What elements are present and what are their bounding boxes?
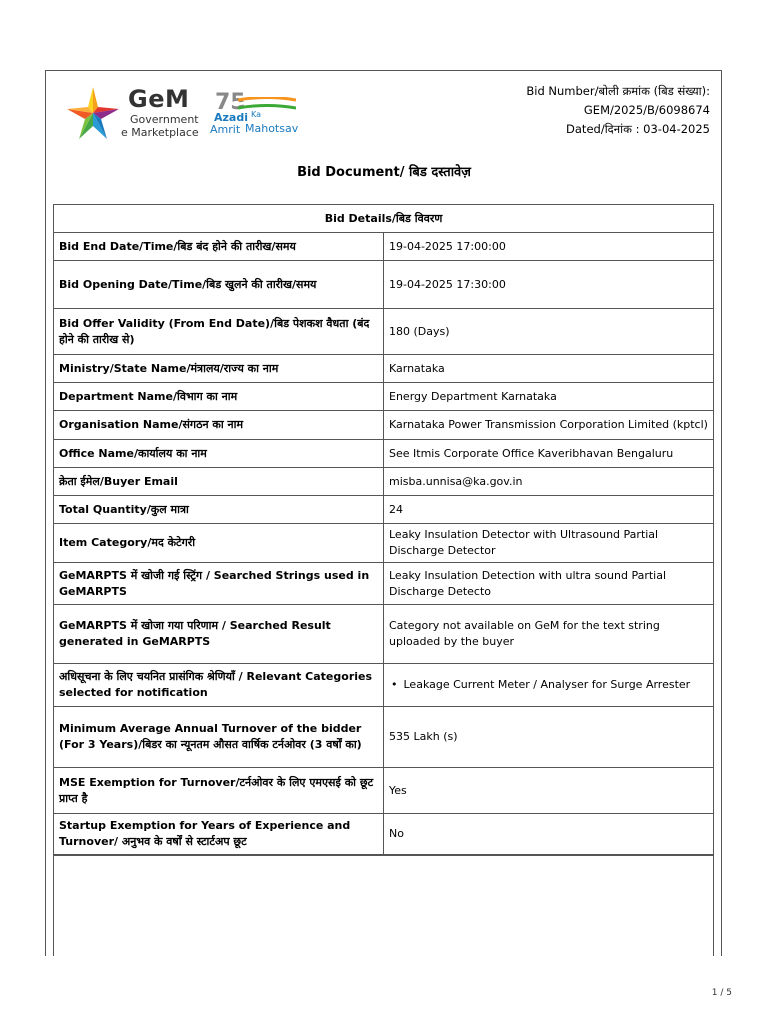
row-value: Yes — [384, 768, 714, 814]
page-number: 1 / 5 — [711, 988, 732, 998]
azadi-number: 75 — [215, 90, 246, 115]
table-row — [54, 468, 714, 496]
document-title: Bid Document/ बिड दस्तावेज़ — [297, 165, 471, 180]
row-value: 24 — [384, 496, 714, 524]
table-row — [54, 233, 714, 261]
table-row — [54, 768, 714, 814]
row-label: क्रेता ईमेल/Buyer Email — [54, 468, 384, 496]
row-label: Office Name/कार्यालय का नाम — [54, 440, 384, 468]
table-row — [54, 524, 714, 563]
bid-number-label: Bid Number/बोली क्रमांक (बिड संख्या): — [526, 84, 710, 98]
row-label: Total Quantity/कुल मात्रा — [54, 496, 384, 524]
row-value: See Itmis Corporate Office Kaveribhavan Bengaluru — [384, 440, 714, 468]
table-row — [54, 383, 714, 411]
azadi-ka-amrit-mahotsav-logo — [210, 90, 300, 140]
bid-info — [526, 82, 710, 139]
row-label: Item Category/मद केटेगरी — [54, 524, 384, 563]
table-heading: Bid Details/बिड विवरण — [54, 205, 714, 233]
table-row — [54, 496, 714, 524]
row-value: Leaky Insulation Detector with Ultrasound Partial Discharge Detector — [384, 524, 714, 563]
table-row — [54, 707, 714, 768]
next-section-frame — [53, 855, 714, 956]
table-heading-row — [54, 205, 714, 233]
table-row — [54, 563, 714, 605]
row-label: Startup Exemption for Years of Experience and Turnover/ अनुभव के वर्षों से स्टार्टअप छूट — [54, 814, 384, 855]
row-label: Department Name/विभाग का नाम — [54, 383, 384, 411]
table-row — [54, 440, 714, 468]
tricolor-flag-icon — [238, 97, 296, 111]
row-value: 19-04-2025 17:30:00 — [384, 261, 714, 309]
row-label: Ministry/State Name/मंत्रालय/राज्य का नाम — [54, 355, 384, 383]
bid-number: GEM/2025/B/6098674 — [583, 103, 710, 117]
row-label: Bid Opening Date/Time/बिड खुलने की तारीख/समय — [54, 261, 384, 309]
table-row — [54, 411, 714, 440]
row-value — [384, 664, 714, 707]
table-row — [54, 664, 714, 707]
bid-date: Dated/दिनांक : 03-04-2025 — [566, 122, 710, 136]
row-label: Bid End Date/Time/बिड बंद होने की तारीख/समय — [54, 233, 384, 261]
gem-logo-line1: Government — [130, 113, 199, 126]
row-label: GeMARPTS में खोजी गई स्ट्रिंग / Searched Strings used in GeMARPTS — [54, 563, 384, 605]
row-value: No — [384, 814, 714, 855]
azadi-line1: Azadi — [214, 111, 248, 124]
row-value: Energy Department Karnataka — [384, 383, 714, 411]
table-row — [54, 605, 714, 664]
azadi-line2: Amrit — [210, 123, 241, 136]
azadi-line3: Mahotsav — [245, 122, 299, 135]
row-value: Karnataka — [384, 355, 714, 383]
gem-logo-name: GeM — [128, 85, 190, 113]
table-row — [54, 355, 714, 383]
gem-star-icon — [63, 83, 123, 143]
row-label: GeMARPTS में खोजा गया परिणाम / Searched Result generated in GeMARPTS — [54, 605, 384, 664]
row-label: Minimum Average Annual Turnover of the bidder (For 3 Years)/बिडर का न्यूनतम औसत वार्षिक टर्नओवर (3 वर्षों का) — [54, 707, 384, 768]
azadi-ka: Ka — [251, 110, 262, 119]
gem-logo-line2: e Marketplace — [121, 126, 199, 139]
table-row — [54, 309, 714, 355]
row-value: Leaky Insulation Detection with ultra sound Partial Discharge Detecto — [384, 563, 714, 605]
gem-logo — [63, 83, 203, 143]
row-label: Organisation Name/संगठन का नाम — [54, 411, 384, 440]
row-value: Category not available on GeM for the text string uploaded by the buyer — [384, 605, 714, 664]
row-label: अधिसूचना के लिए चयनित प्रासंगिक श्रेणियाँ / Relevant Categories selected for notification — [54, 664, 384, 707]
row-value: 180 (Days) — [384, 309, 714, 355]
table-row — [54, 261, 714, 309]
row-value: 535 Lakh (s) — [384, 707, 714, 768]
row-value: Karnataka Power Transmission Corporation Limited (kptcl) — [384, 411, 714, 440]
bid-details-table — [53, 204, 714, 855]
row-label: Bid Offer Validity (From End Date)/बिड पेशकश वैधता (बंद होने की तारीख से) — [54, 309, 384, 355]
row-label: MSE Exemption for Turnover/टर्नओवर के लिए एमएसई को छूट प्राप्त है — [54, 768, 384, 814]
relevant-category-item: • Leakage Current Meter / Analyser for Surge Arrester — [389, 678, 690, 691]
table-row — [54, 814, 714, 855]
row-value: 19-04-2025 17:00:00 — [384, 233, 714, 261]
row-value: misba.unnisa@ka.gov.in — [384, 468, 714, 496]
